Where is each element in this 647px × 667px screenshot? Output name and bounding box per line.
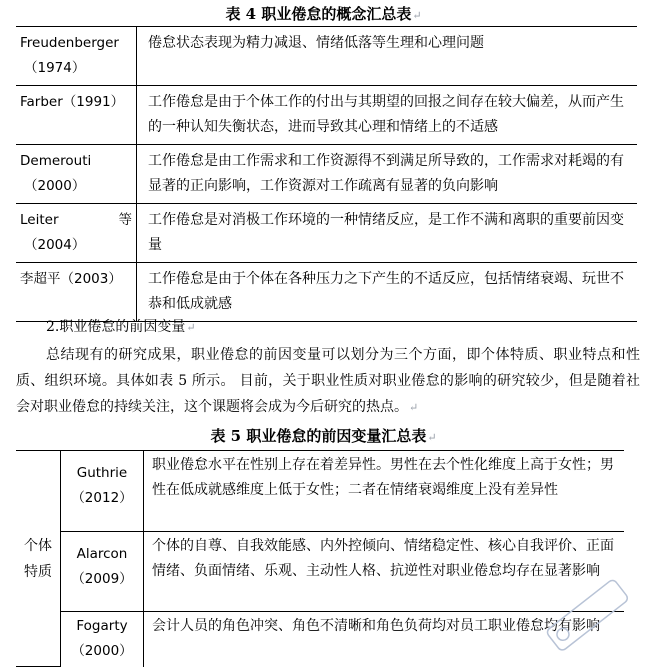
- author-name: Farber（1991）: [20, 94, 125, 110]
- author-year: （2000）: [24, 178, 86, 194]
- author-year: （2004）: [24, 237, 86, 253]
- table4-caption-text: 表 4 职业倦怠的概念汇总表: [225, 5, 412, 23]
- author-year: （2000）: [71, 643, 133, 659]
- paragraph-mark-icon: ↵: [412, 9, 422, 22]
- paragraph-mark-icon: ↵: [409, 401, 419, 414]
- table-row: [16, 263, 637, 322]
- antecedent-summary-table: [16, 450, 624, 667]
- table-row: [16, 204, 637, 263]
- author-year: （2012）: [71, 490, 133, 506]
- author-name: Fogarty: [76, 618, 128, 634]
- definition-text: 工作倦怠是由于个体在各种压力之下产生的不适反应，包括情绪衰竭、玩世不恭和低成就感: [148, 271, 624, 312]
- group-label-line2: 特质: [24, 563, 52, 580]
- author-cell: [16, 204, 137, 263]
- content-cell: [144, 451, 625, 532]
- table-row: [16, 145, 637, 204]
- definition-cell: [137, 145, 638, 204]
- definition-cell: [137, 204, 638, 263]
- group-cell: [16, 451, 61, 667]
- author-cell: [16, 263, 137, 322]
- paragraph-mark-icon: ↵: [427, 431, 437, 444]
- author-name: 李超平（2003）: [20, 271, 122, 287]
- body-paragraph: [16, 342, 640, 421]
- table-row: [16, 451, 624, 532]
- group-label-line1: 个体: [24, 537, 52, 554]
- table5-caption-text: 表 5 职业倦怠的前因变量汇总表: [210, 427, 427, 445]
- definition-text: 工作倦怠是由工作需求和工作资源得不到满足所导致的，工作需求对耗竭的有显著的正向影响，工作资源对工作疏离有显著的负向影响: [148, 153, 624, 194]
- section-heading: [16, 314, 647, 341]
- concept-summary-table: [16, 26, 637, 322]
- author-suffix: 等: [118, 212, 132, 228]
- table-row: [16, 86, 637, 145]
- table-row: [16, 27, 637, 86]
- table5-caption: [0, 424, 647, 448]
- author-cell: [61, 612, 144, 667]
- author-name: Demerouti: [20, 153, 92, 169]
- definition-text: 工作倦怠是由于个体工作的付出与其期望的回报之间存在较大偏差，从而产生的一种认知失衡状态，进而导致其心理和情绪上的不适感: [148, 94, 624, 135]
- table4-caption: [0, 2, 647, 26]
- watermark-dot: [555, 626, 572, 643]
- author-name: Guthrie: [76, 465, 128, 481]
- author-year: （1974）: [24, 60, 86, 76]
- author-cell: [16, 145, 137, 204]
- author-cell: [61, 451, 144, 532]
- author-name: Alarcon: [76, 546, 128, 562]
- body-paragraph-text: 总结现有的研究成果，职业倦怠的前因变量可以划分为三个方面，即个体特质、职业特点和性质、组织环境。具体如表 5 所示。 目前，关于职业性质对职业倦怠的影响的研究较少，但是随着社会对职业倦怠的持续关注，这个课题将会成为今后研究的热点。: [16, 347, 640, 415]
- table-row: [16, 612, 624, 667]
- content-cell: [144, 532, 625, 612]
- definition-cell: [137, 27, 638, 86]
- definition-cell: [137, 263, 638, 322]
- author-name-line: [20, 208, 132, 233]
- content-text: 职业倦怠水平在性别上存在着差异性。男性在去个性化维度上高于女性；男性在低成就感维度上低于女性；二者在情绪衰竭维度上没有差异性: [152, 457, 614, 498]
- author-name: Leiter: [20, 212, 59, 228]
- content-text: 会计人员的角色冲突、角色不清晰和角色负荷均对员工职业倦怠均有影响: [152, 618, 600, 634]
- author-cell: [16, 27, 137, 86]
- definition-text: 工作倦怠是对消极工作环境的一种情绪反应，是工作不满和离职的重要前因变量: [148, 212, 624, 253]
- table-row: [16, 532, 624, 612]
- section-heading-text: 2.职业倦怠的前因变量: [46, 319, 186, 335]
- definition-cell: [137, 86, 638, 145]
- author-year: （2009）: [71, 571, 133, 587]
- paragraph-mark-icon: ↵: [186, 321, 196, 334]
- definition-text: 倦怠状态表现为精力减退、情绪低落等生理和心理问题: [148, 35, 484, 51]
- author-cell: [16, 86, 137, 145]
- content-text: 个体的自尊、自我效能感、内外控倾向、情绪稳定性、核心自我评价、正面情绪、负面情绪、乐观、主动性人格、抗逆性对职业倦怠均存在显著影响: [152, 538, 614, 579]
- author-cell: [61, 532, 144, 612]
- author-name: Freudenberger: [20, 35, 119, 51]
